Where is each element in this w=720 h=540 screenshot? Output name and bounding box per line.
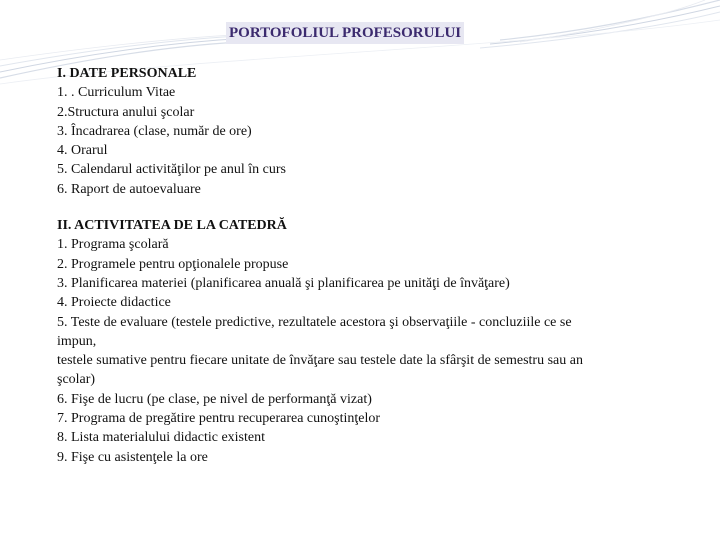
section-heading: II. ACTIVITATEA DE LA CATEDRĂ [57, 218, 287, 234]
list-item: 5. Teste de evaluare (testele predictive, rezultatele acestora şi observaţiile - concluziile ce se [57, 314, 572, 330]
content-body [57, 64, 667, 467]
list-item: şcolar) [57, 372, 96, 388]
list-item: 1. . Curriculum Vitae [57, 85, 176, 101]
list-item: 4. Proiecte didactice [57, 295, 171, 311]
list-item: 9. Fişe cu asistenţele la ore [57, 449, 208, 465]
title-bar [0, 22, 720, 44]
section-chair-activity [57, 216, 667, 467]
list-item: impun, [57, 333, 97, 349]
list-item: 2.Structura anului şcolar [57, 104, 195, 120]
list-item: 3. Încadrarea (clase, număr de ore) [57, 123, 252, 139]
list-item: 5. Calendarul activităţilor pe anul în curs [57, 162, 286, 178]
page-title: PORTOFOLIUL PROFESORULUI [226, 22, 464, 44]
list-item: testele sumative pentru fiecare unitate de învăţare sau testele date la sfârşit de semestru sau an [57, 353, 583, 369]
list-item: 3. Planificarea materiei (planificarea anuală şi planificarea pe unităţi de învăţare) [57, 275, 510, 291]
section-spacer [57, 199, 667, 216]
list-item: 7. Programa de pregătire pentru recuperarea cunoştinţelor [57, 411, 381, 427]
list-item: 6. Fişe de lucru (pe clase, pe nivel de performanţă vizat) [57, 391, 372, 407]
list-item: 1. Programa şcolară [57, 237, 169, 253]
list-item: 6. Raport de autoevaluare [57, 181, 201, 197]
section-personal-data [57, 64, 667, 199]
list-item: 8. Lista materialului didactic existent [57, 430, 265, 446]
list-item: 4. Orarul [57, 143, 108, 159]
list-item: 2. Programele pentru opţionalele propuse [57, 256, 289, 272]
section-heading: I. DATE PERSONALE [57, 66, 197, 81]
